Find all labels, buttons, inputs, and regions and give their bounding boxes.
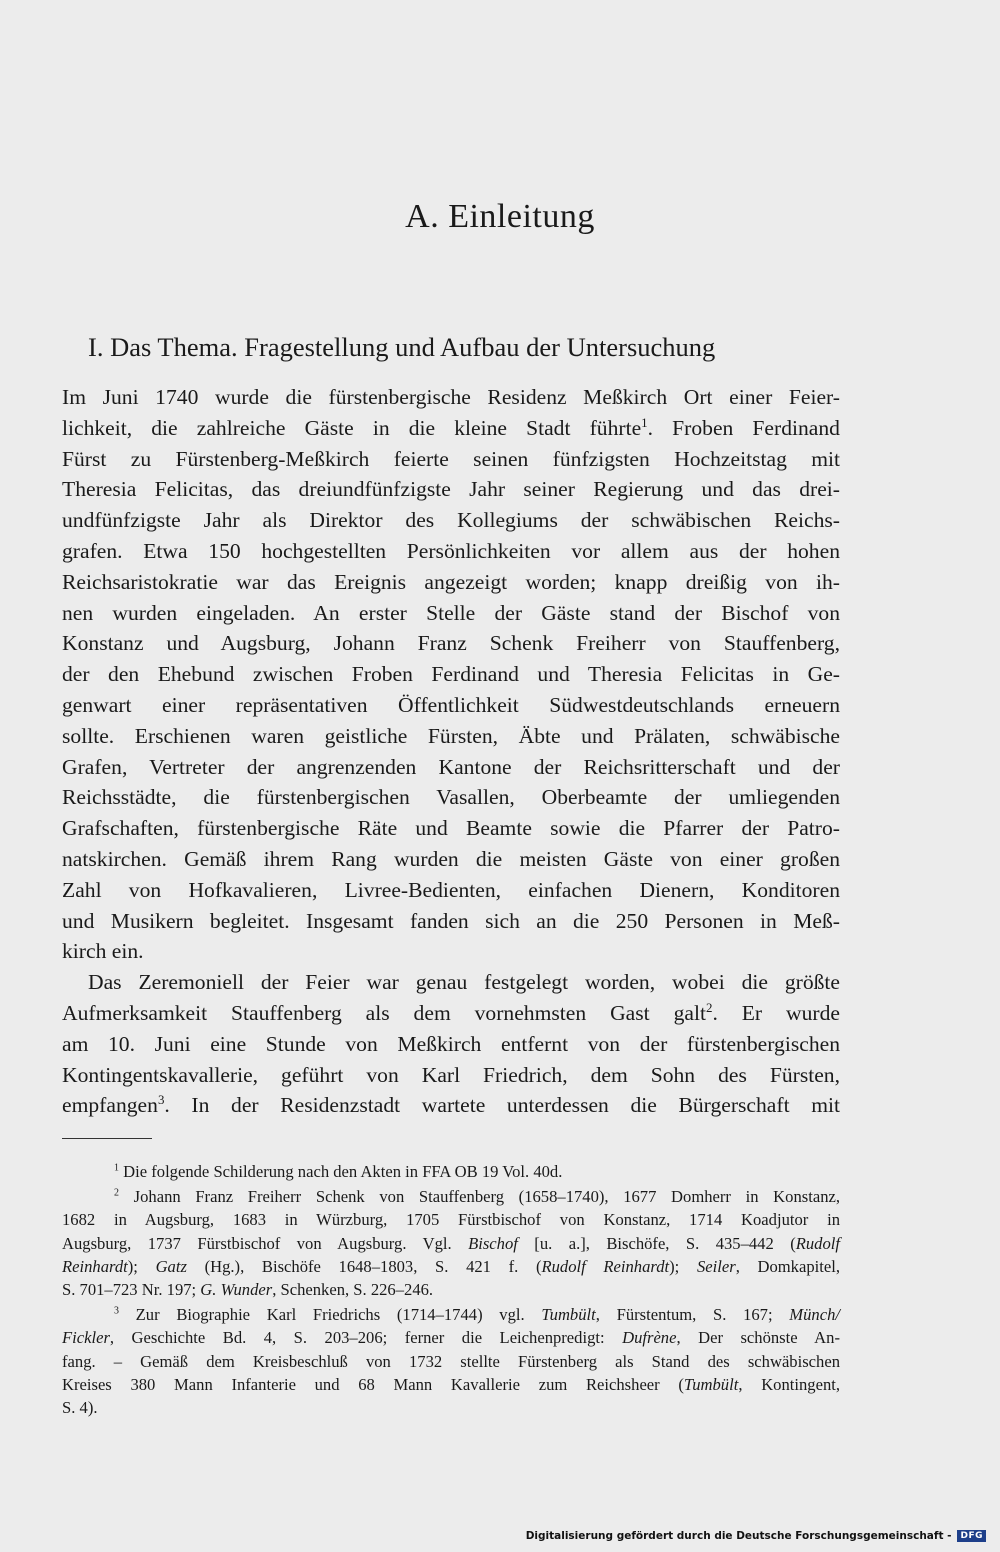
paragraph-1 bbox=[62, 382, 840, 967]
footnote-1 bbox=[62, 1160, 840, 1183]
text-line: grafen. Etwa 150 hochgestellten Persönlichkeiten vor allem aus der hohen bbox=[62, 538, 840, 563]
text-line: Das Zeremoniell der Feier war genau festgelegt worden, wobei die größte bbox=[88, 970, 840, 995]
section-title: I. Das Thema. Fragestellung und Aufbau der Untersuchung bbox=[88, 332, 716, 362]
footnote-line: Augsburg, 1737 Fürstbischof von Augsburg. Vgl. Bischof [u. a.], Bischöfe, S. 435–442 (Rudolf bbox=[62, 1233, 840, 1253]
footnote-line: fang. – Gemäß dem Kreisbeschluß von 1732 stellte Fürstenberg als Stand des schwäbischen bbox=[62, 1351, 840, 1371]
footnote-line: S. 701–723 Nr. 197; G. Wunder, Schenken, S. 226–246. bbox=[62, 1280, 434, 1300]
text-line: natskirchen. Gemäß ihrem Rang wurden die meisten Gäste von einer großen bbox=[62, 846, 840, 871]
footnote-2 bbox=[62, 1185, 840, 1301]
footnotes bbox=[62, 1160, 840, 1421]
text-line: Grafschaften, fürstenbergische Räte und Beamte sowie die Pfarrer der Patro- bbox=[62, 816, 840, 841]
text-line: Zahl von Hofkavalieren, Livree-Bedienten, einfachen Dienern, Konditoren bbox=[62, 877, 840, 902]
text-line: Reichsstädte, die fürstenbergischen Vasallen, Oberbeamte der umliegenden bbox=[62, 785, 840, 810]
footnote-line: 1682 in Augsburg, 1683 in Würzburg, 1705 Fürstbischof von Konstanz, 1714 Koadjutor in bbox=[62, 1210, 840, 1230]
footnote-line: S. 4). bbox=[62, 1398, 98, 1418]
footnote-3 bbox=[62, 1303, 840, 1419]
text-line: Fürst zu Fürstenberg-Meßkirch feierte seinen fünfzigsten Hochzeitstag mit bbox=[62, 446, 840, 471]
footnote-line: Fickler, Geschichte Bd. 4, S. 203–206; ferner die Leichenpredigt: Dufrène, Der schönste An- bbox=[62, 1328, 840, 1348]
footnote-ref-1[interactable]: 1 bbox=[641, 414, 648, 430]
footnote-line: $^1$ Die folgende Schilderung nach den Akten in FFA OB 19 Vol. 40d. bbox=[114, 1162, 563, 1181]
text-line: sollte. Erschienen waren geistliche Fürsten, Äbte und Prälaten, schwäbische bbox=[62, 723, 840, 748]
footnote-line: Reinhardt); Gatz (Hg.), Bischöfe 1648–1803, S. 421 f. (Rudolf Reinhardt); Seiler, Domkapitel, bbox=[62, 1256, 840, 1276]
footnote-line: $^3$ Zur Biographie Karl Friedrichs (1714–1744) vgl. Tumbült, Fürstentum, S. 167; Münch/ bbox=[114, 1305, 840, 1325]
footnote-divider bbox=[62, 1138, 152, 1139]
footnote-line: Kreises 380 Mann Infanterie und 68 Mann Kavallerie zum Reichsheer (Tumbült, Kontingent, bbox=[62, 1374, 840, 1394]
text-line: Grafen, Vertreter der angrenzenden Kantone der Reichsritterschaft und der bbox=[62, 754, 840, 779]
chapter-title: A. Einleitung bbox=[405, 198, 595, 235]
text-line: undfünfzigste Jahr als Direktor des Kollegiums der schwäbischen Reichs- bbox=[62, 508, 840, 533]
text-line: kirch ein. bbox=[62, 939, 144, 964]
digitization-footer bbox=[526, 1530, 986, 1542]
text-line: Theresia Felicitas, das dreiundfünfzigste Jahr seiner Regierung und das drei- bbox=[62, 477, 840, 502]
text-line: nen wurden eingeladen. An erster Stelle der Gäste stand der Bischof von bbox=[62, 600, 840, 625]
text-line: Reichsaristokratie war das Ereignis angezeigt worden; knapp dreißig von ih- bbox=[62, 569, 840, 594]
footnote-line: $^2$ Johann Franz Freiherr Schenk von Stauffenberg (1658–1740), 1677 Domherr in Konstanz, bbox=[114, 1187, 841, 1207]
text-line: Kontingentskavallerie, geführt von Karl Friedrich, dem Sohn des Fürsten, bbox=[62, 1062, 840, 1087]
footnote-ref-3[interactable]: 3 bbox=[157, 1092, 165, 1108]
text-line: lichkeit, die zahlreiche Gäste in die kleine Stadt führte$^1$. Froben Ferdinand bbox=[62, 414, 840, 440]
text-line: Aufmerksamkeit Stauffenberg als dem vornehmsten Gast galt$^2$. Er wurde bbox=[62, 999, 840, 1025]
text-line: empfangen$^3$. In der Residenzstadt wartete unterdessen die Bürgerschaft mit bbox=[62, 1092, 840, 1118]
text-line: am 10. Juni eine Stunde von Meßkirch entfernt von der fürstenbergischen bbox=[62, 1031, 840, 1056]
text-line: Im Juni 1740 wurde die fürstenbergische Residenz Meßkirch Ort einer Feier- bbox=[62, 385, 840, 409]
text-line: der den Ehebund zwischen Froben Ferdinand und Theresia Felicitas in Ge- bbox=[62, 662, 840, 687]
dfg-logo-icon: DFG bbox=[957, 1530, 986, 1542]
footnote-ref-2[interactable]: 2 bbox=[705, 999, 713, 1015]
main-text bbox=[62, 382, 840, 1121]
footer-text: Digitalisierung gefördert durch die Deutsche Forschungsgemeinschaft - bbox=[525, 1530, 952, 1542]
text-line: Konstanz und Augsburg, Johann Franz Schenk Freiherr von Stauffenberg, bbox=[62, 631, 840, 656]
text-line: und Musikern begleitet. Insgesamt fanden sich an die 250 Personen in Meß- bbox=[62, 908, 840, 933]
paragraph-2 bbox=[62, 967, 840, 1121]
text-line: genwart einer repräsentativen Öffentlichkeit Südwestdeutschlands erneuern bbox=[62, 692, 840, 717]
